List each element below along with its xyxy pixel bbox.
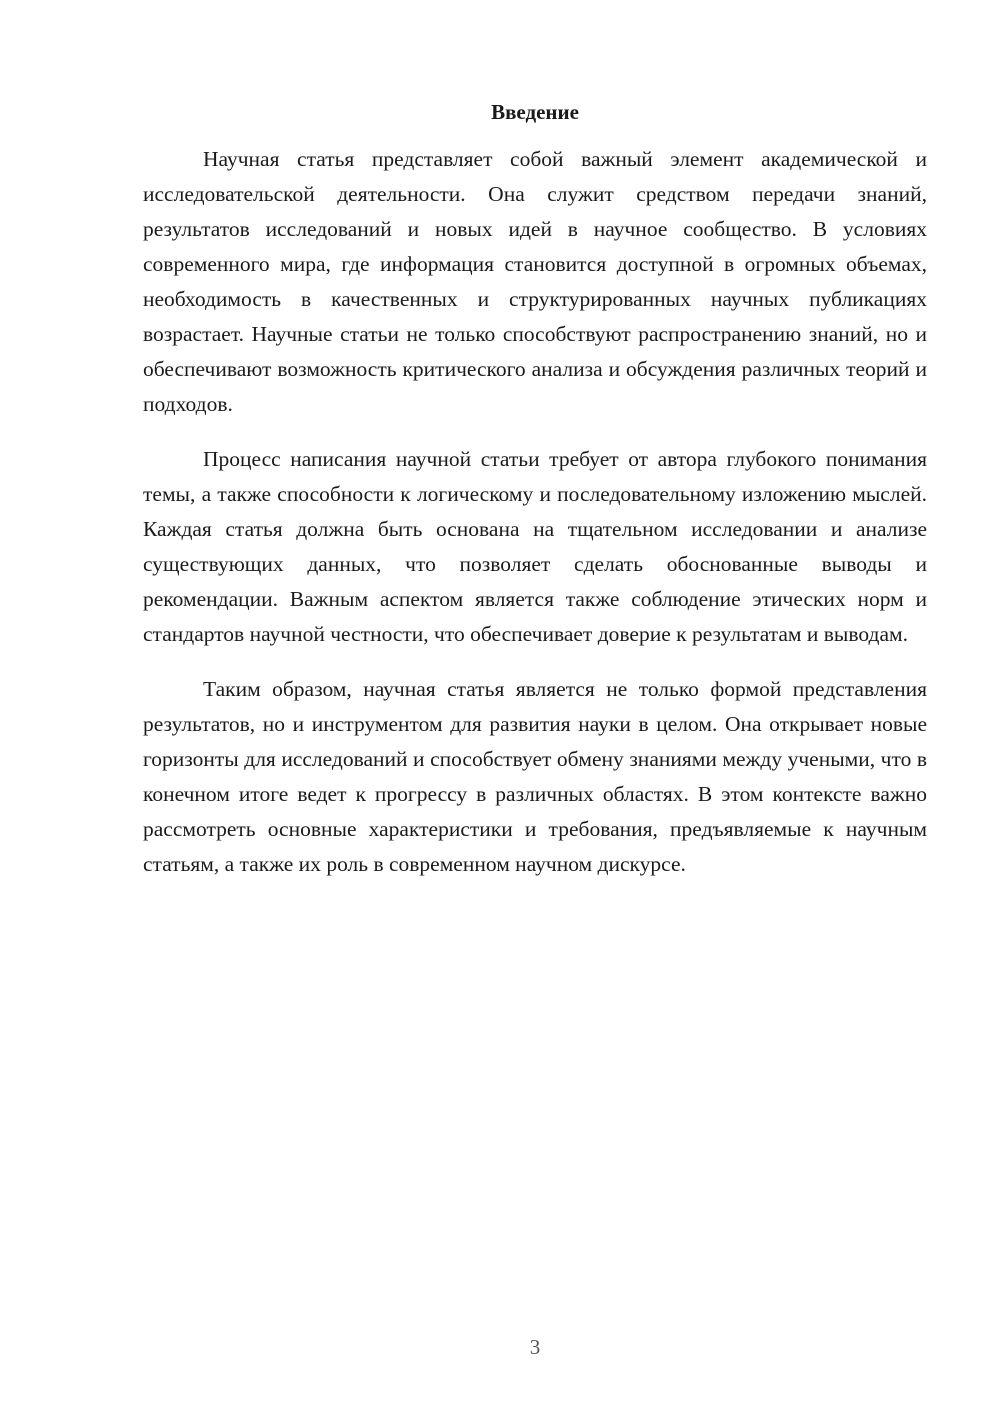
body-text — [143, 142, 927, 902]
paragraph-2: Процесс написания научной статьи требует от автора глубокого понимания темы, а также способности к логическому и последовательному изложению мыслей. Каждая статья должна быть основана на тщательном исследовании и анализе существующих данных, что позволяет сделать обоснованные выводы и рекомендации. Важным аспектом является также соблюдение этических норм и стандартов научной честности, что обеспечивает доверие к результатам и выводам. — [143, 447, 927, 646]
paragraph-1: Научная статья представляет собой важный элемент академической и исследовательской деятельности. Она служит средством передачи знаний, результатов исследований и новых идей в научное сообщество. В условиях современного мира, где информация становится доступной в огромных объемах, необходимость в качественных и структурированных научных публикациях возрастает. Научные статьи не только способствуют распространению знаний, но и обеспечивают возможность критического анализа и обсуждения различных теорий и подходов. — [143, 147, 927, 416]
page-number: 3 — [529, 1335, 541, 1359]
paragraph-3: Таким образом, научная статья является не только формой представления результатов, но и инструментом для развития науки в целом. Она открывает новые горизонты для исследований и способствует обмену знаниями между учеными, что в конечном итоге ведет к прогрессу в различных областях. В этом контексте важно рассмотреть основные характеристики и требования, предъявляемые к научным статьям, а также их роль в современном научном дискурсе. — [143, 677, 927, 876]
section-title: Введение — [491, 100, 579, 124]
